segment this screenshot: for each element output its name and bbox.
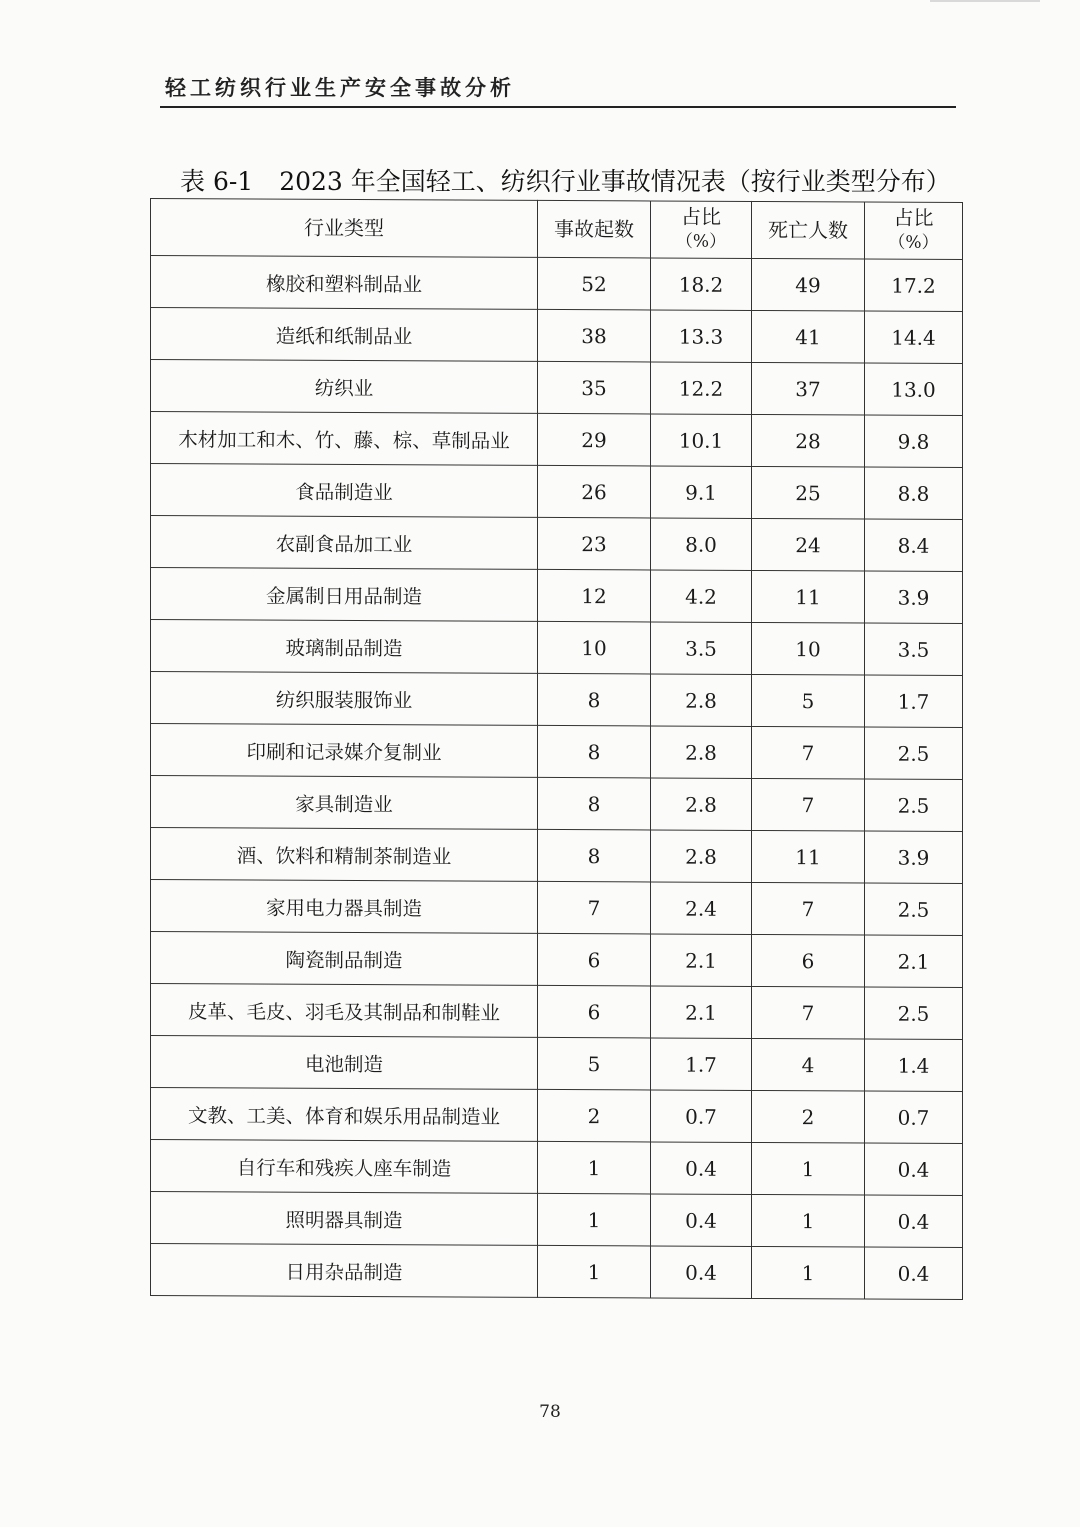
- cell-accidents: 7: [538, 881, 651, 934]
- cell-deaths: 24: [752, 518, 865, 571]
- table-row: [151, 1244, 963, 1300]
- cell-accidents: 10: [538, 621, 651, 674]
- header-death-pct-unit: （%）: [888, 232, 939, 253]
- cell-deaths: 5: [752, 674, 865, 727]
- table-row: [151, 568, 963, 624]
- cell-accident-pct: 2.4: [651, 882, 752, 934]
- cell-deaths: 1: [752, 1142, 865, 1195]
- table-row: [151, 984, 963, 1040]
- cell-accident-pct: 8.0: [651, 518, 752, 570]
- cell-death-pct: 3.9: [865, 571, 963, 623]
- cell-death-pct: 1.7: [865, 675, 963, 727]
- header-deaths: 死亡人数: [752, 201, 865, 259]
- cell-deaths: 7: [752, 882, 865, 935]
- running-head: 轻工纺织行业生产安全事故分析: [165, 76, 515, 100]
- cell-death-pct: 0.4: [865, 1195, 963, 1247]
- table-row: [151, 1192, 963, 1248]
- cell-accidents: 2: [538, 1089, 651, 1142]
- cell-death-pct: 0.4: [865, 1247, 963, 1299]
- cell-industry: 皮革、毛皮、羽毛及其制品和制鞋业: [151, 984, 538, 1038]
- cell-accidents: 1: [538, 1193, 651, 1246]
- header-accidents: 事故起数: [538, 200, 651, 258]
- header-accident-pct-label: 占比: [681, 204, 721, 229]
- table-row: [151, 1036, 963, 1092]
- cell-accident-pct: 4.2: [651, 570, 752, 622]
- cell-deaths: 41: [752, 310, 865, 363]
- table-row: [151, 412, 963, 468]
- cell-industry: 文教、工美、体育和娱乐用品制造业: [151, 1088, 538, 1142]
- cell-accidents: 8: [538, 777, 651, 830]
- cell-deaths: 2: [752, 1090, 865, 1143]
- cell-accidents: 1: [538, 1141, 651, 1194]
- table-row: [151, 880, 963, 936]
- cell-accidents: 29: [538, 413, 651, 466]
- cell-accidents: 5: [538, 1037, 651, 1090]
- cell-industry: 纺织服装服饰业: [151, 672, 538, 726]
- cell-deaths: 11: [752, 830, 865, 883]
- cell-industry: 食品制造业: [151, 464, 538, 518]
- header-rule: [160, 106, 956, 108]
- cell-accident-pct: 2.8: [651, 830, 752, 882]
- cell-death-pct: 0.7: [865, 1091, 963, 1143]
- cell-accident-pct: 12.2: [651, 362, 752, 414]
- cell-deaths: 1: [752, 1246, 865, 1299]
- cell-deaths: 11: [752, 570, 865, 623]
- cell-industry: 自行车和残疾人座车制造: [151, 1140, 538, 1194]
- cell-deaths: 1: [752, 1194, 865, 1247]
- cell-accidents: 1: [538, 1245, 651, 1298]
- cell-industry: 木材加工和木、竹、藤、棕、草制品业: [151, 412, 538, 466]
- cell-accident-pct: 0.4: [651, 1142, 752, 1194]
- cell-industry: 家用电力器具制造: [151, 880, 538, 934]
- accident-table: [150, 198, 963, 1300]
- cell-accident-pct: 10.1: [651, 414, 752, 466]
- page-number: 78: [539, 1402, 561, 1422]
- cell-accident-pct: 2.8: [651, 778, 752, 830]
- header-industry: 行业类型: [151, 199, 538, 258]
- table-row: [151, 1140, 963, 1196]
- cell-accidents: 26: [538, 465, 651, 518]
- table-row: [151, 620, 963, 676]
- cell-accident-pct: 3.5: [651, 622, 752, 674]
- cell-accidents: 8: [538, 673, 651, 726]
- cell-accidents: 6: [538, 985, 651, 1038]
- cell-death-pct: 2.1: [865, 935, 963, 987]
- cell-death-pct: 1.4: [865, 1039, 963, 1091]
- cell-accidents: 6: [538, 933, 651, 986]
- table-row: [151, 256, 963, 312]
- cell-industry: 造纸和纸制品业: [151, 308, 538, 362]
- cell-death-pct: 14.4: [865, 311, 963, 363]
- cell-death-pct: 3.5: [865, 623, 963, 675]
- cell-accident-pct: 0.4: [651, 1194, 752, 1246]
- cell-accident-pct: 2.8: [651, 674, 752, 726]
- table-header: [151, 199, 963, 260]
- cell-accident-pct: 1.7: [651, 1038, 752, 1090]
- cell-deaths: 7: [752, 986, 865, 1039]
- cell-deaths: 10: [752, 622, 865, 675]
- cell-death-pct: 2.5: [865, 779, 963, 831]
- cell-industry: 日用杂品制造: [151, 1244, 538, 1298]
- table-row: [151, 308, 963, 364]
- cell-accidents: 38: [538, 309, 651, 362]
- table-caption-label: 表 6-1: [180, 167, 254, 196]
- cell-industry: 电池制造: [151, 1036, 538, 1090]
- cell-industry: 金属制日用品制造: [151, 568, 538, 622]
- cell-death-pct: 8.8: [865, 467, 963, 519]
- table-row: [151, 360, 963, 416]
- cell-death-pct: 9.8: [865, 415, 963, 467]
- cell-industry: 照明器具制造: [151, 1192, 538, 1246]
- header-death-pct-label: 占比: [893, 205, 934, 230]
- cell-accident-pct: 2.1: [651, 986, 752, 1038]
- cell-accident-pct: 18.2: [651, 258, 752, 310]
- cell-industry: 陶瓷制品制造: [151, 932, 538, 986]
- cell-industry: 纺织业: [151, 360, 538, 414]
- cell-accident-pct: 9.1: [651, 466, 752, 518]
- cell-industry: 酒、饮料和精制茶制造业: [151, 828, 538, 882]
- cell-death-pct: 0.4: [865, 1143, 963, 1195]
- cell-accident-pct: 2.1: [651, 934, 752, 986]
- table-row: [151, 776, 963, 832]
- cell-death-pct: 2.5: [865, 727, 963, 779]
- cell-industry: 玻璃制品制造: [151, 620, 538, 674]
- cell-accidents: 52: [538, 257, 651, 310]
- table-row: [151, 724, 963, 780]
- header-death-pct: [865, 202, 963, 259]
- table-caption: [180, 162, 951, 198]
- cell-accidents: 8: [538, 725, 651, 778]
- cell-accidents: 23: [538, 517, 651, 570]
- cell-death-pct: 3.9: [865, 831, 963, 883]
- cell-accident-pct: 0.7: [651, 1090, 752, 1142]
- cell-deaths: 28: [752, 414, 865, 467]
- table-row: [151, 932, 963, 988]
- cell-accident-pct: 13.3: [651, 310, 752, 362]
- table-row: [151, 672, 963, 728]
- cell-industry: 家具制造业: [151, 776, 538, 830]
- cell-deaths: 4: [752, 1038, 865, 1091]
- cell-death-pct: 17.2: [865, 259, 963, 311]
- cell-death-pct: 2.5: [865, 883, 963, 935]
- header-row: [151, 199, 963, 260]
- cell-deaths: 7: [752, 778, 865, 831]
- table-row: [151, 1088, 963, 1144]
- cell-death-pct: 8.4: [865, 519, 963, 571]
- cell-death-pct: 2.5: [865, 987, 963, 1039]
- cell-accidents: 12: [538, 569, 651, 622]
- corner-scan-line: [930, 0, 1040, 2]
- table-row: [151, 516, 963, 572]
- table-row: [151, 464, 963, 520]
- cell-deaths: 6: [752, 934, 865, 987]
- cell-industry: 橡胶和塑料制品业: [151, 256, 538, 310]
- cell-deaths: 49: [752, 258, 865, 311]
- cell-accidents: 35: [538, 361, 651, 414]
- cell-deaths: 7: [752, 726, 865, 779]
- cell-accident-pct: 0.4: [651, 1246, 752, 1298]
- cell-death-pct: 13.0: [865, 363, 963, 415]
- table-row: [151, 828, 963, 884]
- cell-industry: 农副食品加工业: [151, 516, 538, 570]
- cell-accidents: 8: [538, 829, 651, 882]
- cell-industry: 印刷和记录媒介复制业: [151, 724, 538, 778]
- cell-deaths: 37: [752, 362, 865, 415]
- cell-deaths: 25: [752, 466, 865, 519]
- header-accident-pct: [651, 201, 752, 258]
- cell-accident-pct: 2.8: [651, 726, 752, 778]
- table-caption-title: 2023 年全国轻工、纺织行业事故情况表（按行业类型分布）: [279, 167, 951, 196]
- table-body: [151, 256, 963, 1300]
- header-accident-pct-unit: （%）: [675, 231, 727, 252]
